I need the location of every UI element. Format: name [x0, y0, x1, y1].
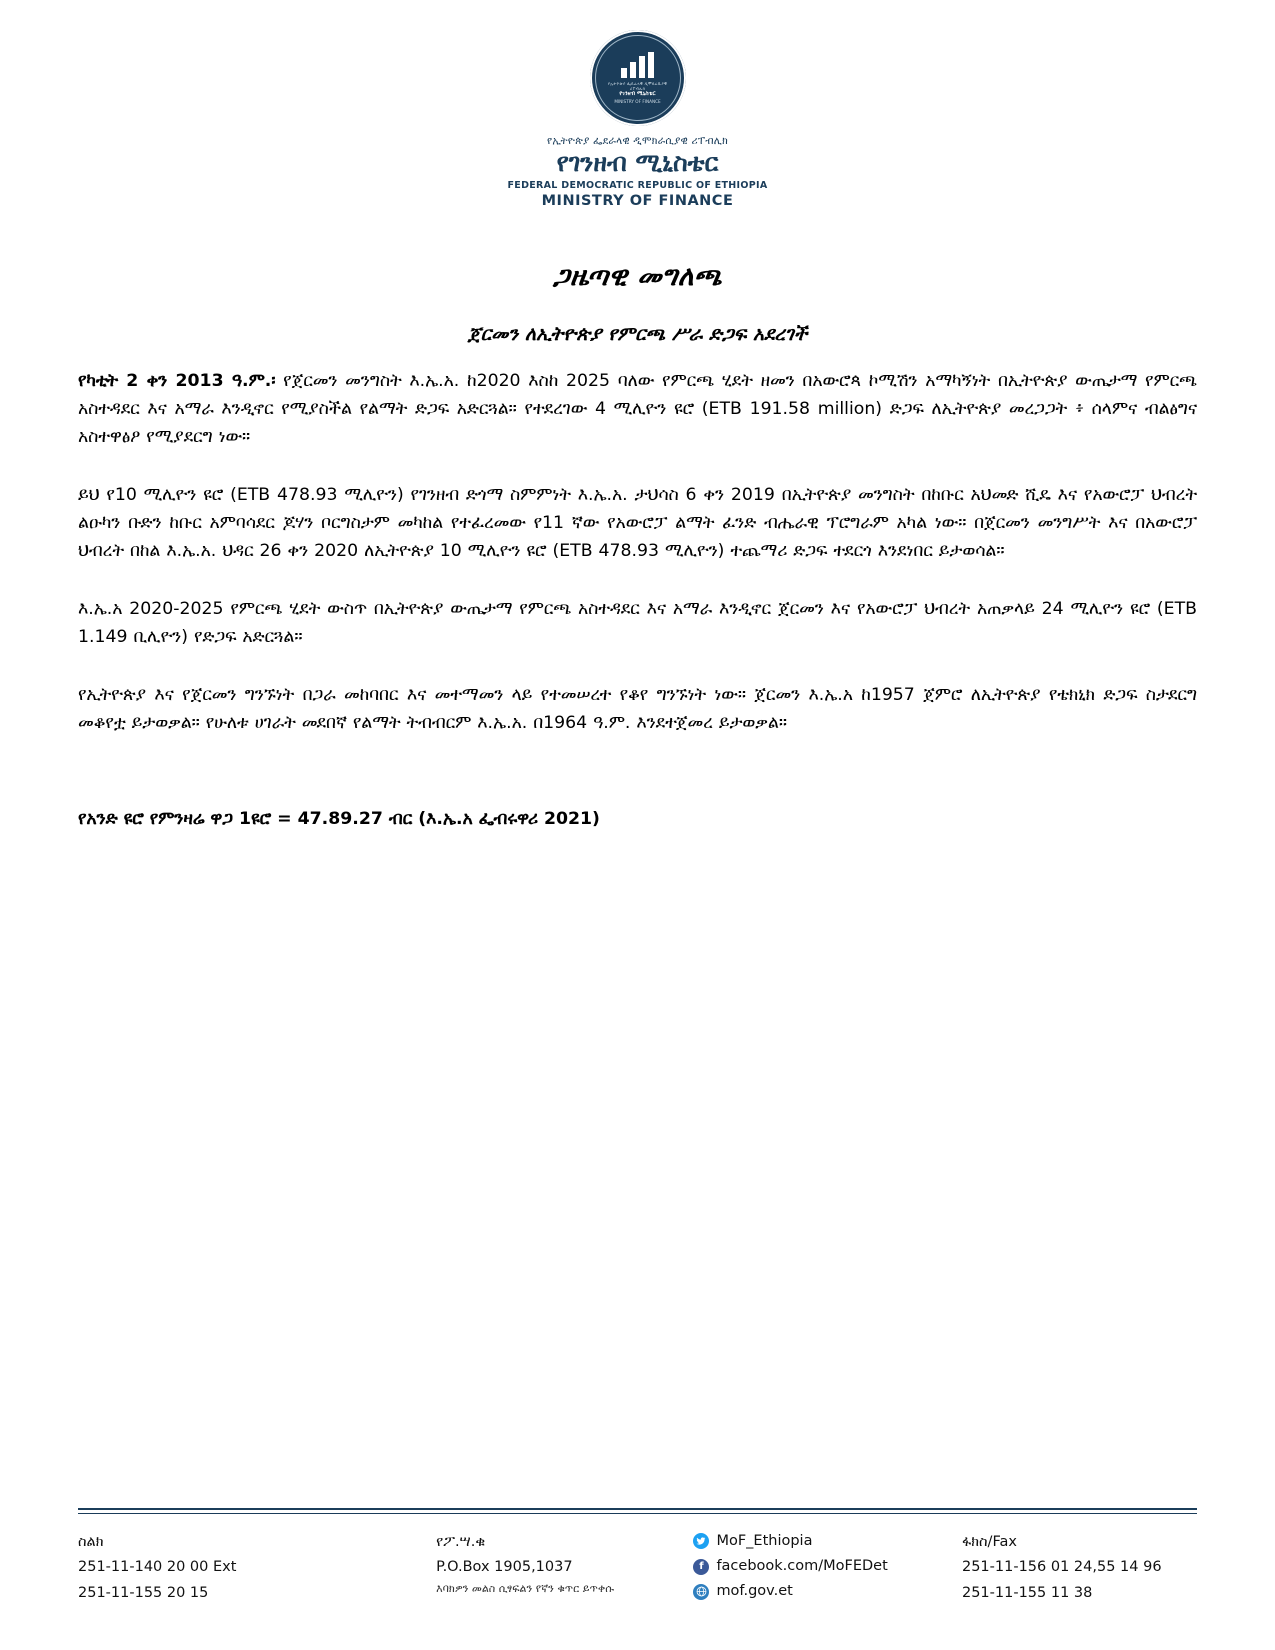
footer-pobox-label: የፖ.ሣ.ቁ: [436, 1533, 486, 1550]
footer-pobox-line-1: P.O.Box 1905,1037: [436, 1559, 573, 1576]
letterhead-amharic-title: የገንዘብ ሚኒስቴር: [556, 148, 719, 177]
ministry-seal-icon: [590, 30, 686, 126]
paragraph-1-lead: የካቲት 2 ቀን 2013 ዓ.ም.፡: [78, 370, 276, 391]
document-body: [0, 261, 1275, 829]
seal-mid-text-english: MINISTRY OF FINANCE: [614, 98, 661, 104]
seal-top-text: የኢትዮጵያ ፌዴራላዊ ዲሞክራሲያዊ ሪፐብሊክ: [607, 81, 668, 92]
letterhead-amharic-small: የኢትዮጵያ ፌደራላዊ ዲሞክራሲያዊ ሪፐብሊክ: [547, 135, 728, 147]
paragraph-1-text: የጀርመን መንግስት እ.ኤ.አ. ከ2020 እስከ 2025 ባለው የምርጫ ሂደት ዘመን በአውሮጳ ኮሚሽን አማካኝነት በኢትዮጵያ ውጤታማ የምርጫ አስተዳደር እና አማራ እንዲኖር የሚያስችል የልማት ድጋፍ አድርጓል። የተደረገው 4 ሚሊዮን ዩሮ (ETB 191.58 million) ድጋፍ ለኢትዮጵያ መረጋጋት ፥ ሰላምና ብልፅግና አስተዋፅዖ የሚያደርግ ነው።: [78, 370, 1197, 447]
website-url: mof.gov.et: [716, 1583, 793, 1600]
footer-fax-line-2: 251-11-155 11 38: [961, 1584, 1093, 1601]
footer-social-block: [693, 1530, 962, 1606]
exchange-rate-note: የአንድ ዩሮ የምንዛሬ ዋጋ 1ዩሮ = 47.89.27 ብር (እ.ኤ.አ ፌብሩዋሪ 2021): [78, 808, 600, 829]
page-title: ጋዜጣዊ መግለጫ: [553, 260, 722, 292]
bar-chart-icon: [621, 52, 654, 78]
paragraph-2: ይህ የ10 ሚሊዮን ዩሮ (ETB 478.93 ሚሊዮን) የገንዘብ ድጎማ ስምምነት እ.ኤ.አ. ታህሳስ 6 ቀን 2019 በኢትዮጵያ መንግስት በከቡር አህመድ ሺዴ እና የአውሮፓ ህብረት ልዑካን ቡድን ከቡር አምባሳደር ጆሃን ቦርግስታም መካከል የተፈረመው የ11 ኛው የአውሮፓ ልማት ፈንድ ብሔራዊ ፕሮግራም አካል ነው። በጀርመን መንግሥት እና በአውሮፓ ህብረት በከል እ.ኤ.አ. ህዳር 26 ቀን 2020 ለኢትዮጵያ 10 ሚሊዮን ዩሮ (ETB 478.93 ሚሊዮን) ተጨማሪ ድጋፍ ተደርጎ እንደነበር ይታወሳል።: [78, 484, 1197, 561]
footer-fax-label: ፋክስ/Fax: [961, 1533, 1017, 1550]
footer-pobox-note: እባክዎን መልስ ሲፃፍልን የኛን ቁጥር ይጥቀሱ: [436, 1581, 615, 1595]
paragraph-4: የኢትዮጵያ እና የጀርመን ግንኙነት በጋራ መከባበር እና መተማመን ላይ የተመሠረተ የቆየ ግንኙነት ነው። ጀርመን እ.ኤ.አ ከ1957 ጀምሮ ለኢትዮጵያ የቴክኒክ ድጋፍ ስታደርግ መቆየቷ ይታወቃል። የሁለቱ ሀገራት መደበኛ የልማት ትብብርም እ.ኤ.አ. በ1964 ዓ.ም. እንደተጀመረ ይታወቃል።: [78, 684, 1197, 733]
social-link-twitter[interactable]: [693, 1530, 950, 1553]
footer-divider-thick: [78, 1508, 1197, 1510]
footer-phone-label: ስልክ: [78, 1533, 104, 1550]
social-link-facebook[interactable]: [693, 1555, 950, 1578]
twitter-icon: [693, 1533, 709, 1549]
footer-divider-thin: [78, 1513, 1197, 1514]
seal-mid-text-amharic: የገንዘብ ሚኒስቴር: [619, 91, 656, 98]
footer-fax-line-1: 251-11-156 01 24,55 14 96: [961, 1559, 1162, 1576]
facebook-url: facebook.com/MoFEDet: [716, 1558, 888, 1575]
paragraph-3: እ.ኤ.አ 2020-2025 የምርጫ ሂደት ውስጥ በኢትዮጵያ ውጤታማ የምርጫ አስተዳደር እና አማራ እንዲኖር ጀርመን እና የአውሮፓ ህብረት አጠቃላይ 24 ሚሊዮን ዩሮ (ETB 1.149 ቢሊዮን) የድጋፍ አድርጓል።: [78, 598, 1197, 647]
footer-pobox-block: [436, 1530, 693, 1606]
footer-phone-block: [78, 1530, 436, 1606]
twitter-handle: MoF_Ethiopia: [716, 1532, 813, 1549]
page-footer: [78, 1508, 1197, 1606]
footer-phone-line-2: 251-11-155 20 15: [78, 1584, 209, 1601]
letterhead: [0, 0, 1275, 209]
document-subtitle: ጀርመን ለኢትዮጵያ የምርጫ ሥራ ድጋፍ አደረገች: [467, 322, 808, 345]
footer-phone-line-1: 251-11-140 20 00 Ext: [78, 1559, 237, 1576]
footer-fax-block: [962, 1530, 1197, 1606]
social-link-website[interactable]: [693, 1580, 950, 1603]
paragraph-1: [78, 367, 1197, 451]
letterhead-english-small: FEDERAL DEMOCRATIC REPUBLIC OF ETHIOPIA: [507, 179, 768, 191]
letterhead-english-title: MINISTRY OF FINANCE: [541, 192, 734, 209]
facebook-icon: f: [693, 1559, 709, 1575]
globe-icon: [693, 1584, 709, 1600]
